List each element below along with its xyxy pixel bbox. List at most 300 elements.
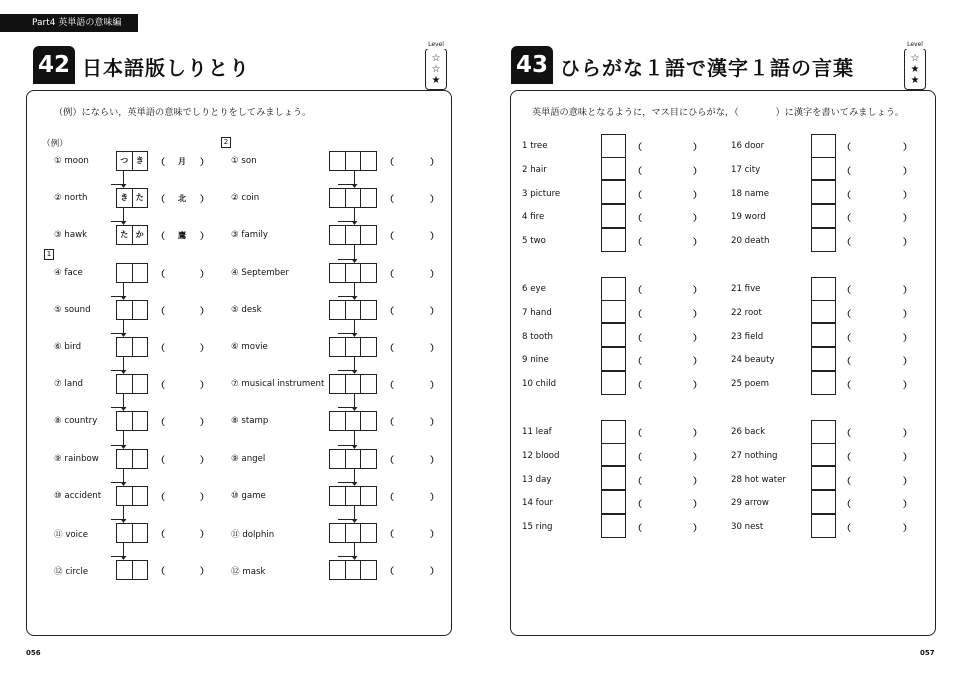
- chain-connector-arrow: [111, 171, 124, 185]
- paren-close: ）: [693, 238, 703, 249]
- paren-close: ）: [903, 452, 913, 463]
- hiragana-answer-cell[interactable]: [811, 347, 836, 371]
- level-label: Level: [422, 41, 450, 49]
- answer-cell[interactable]: [346, 412, 362, 430]
- paren-close: ）: [430, 306, 440, 317]
- paren-open: （: [156, 567, 166, 578]
- paren-open: （: [385, 195, 395, 206]
- paren-close: ）: [430, 492, 440, 503]
- word-label: ⑦ musical instrument: [231, 379, 325, 390]
- paren-open: （: [385, 306, 395, 317]
- hiragana-answer-cell[interactable]: [601, 466, 626, 490]
- answer-boxes[interactable]: [116, 263, 148, 283]
- paren-close: ）: [430, 195, 440, 206]
- word-label: 17 city: [731, 164, 761, 175]
- chain-connector-arrow: [338, 320, 355, 334]
- chain-connector-arrow: [338, 394, 355, 408]
- word-label: ⑥ movie: [231, 342, 268, 352]
- paren-close: ）: [693, 500, 703, 511]
- paren-close: ）: [430, 530, 440, 540]
- answer-boxes[interactable]: [329, 523, 377, 543]
- paren-open: （: [156, 195, 166, 206]
- answer-boxes[interactable]: [116, 225, 148, 245]
- answer-cell[interactable]: [117, 412, 133, 430]
- chain-connector-arrow: [111, 283, 124, 297]
- paren-close: ）: [903, 286, 913, 296]
- answer-cell[interactable]: [330, 264, 346, 282]
- level-star-icon: ☆: [431, 64, 441, 75]
- answer-cell[interactable]: [346, 561, 362, 579]
- paren-close: ）: [200, 344, 210, 354]
- paren-open: （: [842, 357, 852, 368]
- answer-cell[interactable]: [330, 152, 346, 170]
- right-title: ひらがな１語で漢字１語の言葉: [560, 56, 854, 80]
- chain-connector-arrow: [338, 469, 355, 483]
- word-label: ⑧ stamp: [231, 416, 269, 427]
- hiragana-answer-cell[interactable]: [811, 228, 836, 252]
- answer-cell[interactable]: [361, 375, 376, 393]
- word-label: ② north: [54, 193, 88, 204]
- hiragana-answer-cell[interactable]: [811, 277, 836, 301]
- answer-cell[interactable]: [117, 338, 133, 356]
- kanji-answer[interactable]: 鷹: [178, 231, 186, 241]
- answer-cell[interactable]: [346, 264, 362, 282]
- answer-cell[interactable]: [133, 561, 148, 579]
- hiragana-answer-cell[interactable]: [601, 323, 626, 347]
- word-label: 8 tooth: [522, 331, 553, 342]
- paren-close: ）: [693, 429, 703, 439]
- answer-cell[interactable]: [346, 226, 362, 244]
- word-label: ② coin: [231, 193, 260, 204]
- hiragana-answer-cell[interactable]: [601, 228, 626, 252]
- word-label: ① moon: [54, 156, 89, 166]
- paren-close: ）: [200, 381, 210, 392]
- left-panel: [26, 90, 452, 636]
- paren-open: （: [385, 232, 395, 243]
- answer-cell[interactable]: [133, 450, 148, 468]
- answer-cell[interactable]: [330, 189, 346, 207]
- paren-open: （: [156, 530, 166, 540]
- answer-boxes[interactable]: [116, 151, 148, 171]
- paren-open: （: [385, 269, 395, 280]
- paren-close: ）: [903, 381, 913, 392]
- answer-cell[interactable]: き: [117, 189, 133, 207]
- answer-boxes[interactable]: [329, 486, 377, 506]
- word-label: 5 two: [522, 236, 546, 247]
- paren-open: （: [633, 476, 643, 487]
- hiragana-answer-cell[interactable]: [601, 204, 626, 228]
- paren-open: （: [842, 500, 852, 511]
- word-label: 18 name: [731, 188, 770, 199]
- word-label: 1 tree: [522, 141, 548, 151]
- paren-open: （: [842, 476, 852, 487]
- paren-close: ）: [903, 476, 913, 487]
- paren-open: （: [633, 190, 643, 201]
- word-label: 10 child: [522, 379, 557, 390]
- left-title: 日本語版しりとり: [82, 56, 250, 80]
- word-label: ⑤ desk: [231, 304, 262, 315]
- paren-close: ）: [430, 455, 440, 466]
- hiragana-answer-cell[interactable]: [601, 443, 626, 467]
- answer-cell[interactable]: か: [135, 230, 144, 240]
- hiragana-answer-cell[interactable]: [811, 490, 836, 514]
- word-label: ⑩ game: [231, 490, 266, 501]
- chain-connector-arrow: [111, 469, 124, 483]
- answer-cell[interactable]: [361, 487, 376, 505]
- paren-open: （: [842, 429, 852, 439]
- chain-connector-arrow: [111, 506, 124, 520]
- answer-cell[interactable]: [361, 450, 376, 468]
- level-star-icon: ★: [431, 75, 441, 86]
- word-label: 21 five: [731, 284, 761, 294]
- paren-open: （: [842, 190, 852, 201]
- paren-close: ）: [430, 269, 440, 280]
- answer-cell[interactable]: [361, 152, 376, 170]
- left-number-badge: 42: [33, 46, 75, 84]
- paren-close: ）: [693, 309, 703, 320]
- answer-boxes[interactable]: [116, 523, 148, 543]
- hiragana-answer-cell[interactable]: [601, 371, 626, 395]
- paren-open: （: [156, 344, 166, 354]
- paren-open: （: [385, 492, 395, 503]
- chain-connector-arrow: [338, 543, 355, 557]
- answer-cell[interactable]: [117, 450, 133, 468]
- answer-boxes[interactable]: [329, 300, 377, 320]
- word-label: 16 door: [731, 141, 765, 151]
- paren-open: （: [156, 418, 166, 429]
- right-page-number: 057: [920, 649, 935, 657]
- answer-cell[interactable]: [361, 524, 376, 542]
- answer-cell[interactable]: [361, 301, 376, 319]
- word-label: 29 arrow: [731, 498, 769, 509]
- hiragana-answer-cell[interactable]: [601, 180, 626, 204]
- section-2-label: 2: [221, 137, 231, 148]
- right-panel: [510, 90, 936, 636]
- paren-close: ）: [430, 381, 440, 392]
- answer-cell[interactable]: [117, 524, 133, 542]
- paren-close: ）: [200, 158, 210, 168]
- level-stars: [426, 49, 446, 86]
- chain-connector-arrow: [111, 357, 124, 371]
- answer-cell[interactable]: [346, 450, 362, 468]
- paren-open: （: [633, 429, 643, 439]
- paren-close: ）: [430, 344, 440, 354]
- paren-close: ）: [200, 232, 210, 243]
- paren-open: （: [842, 333, 852, 344]
- word-label: 9 nine: [522, 355, 549, 366]
- example-label: （例）: [42, 139, 68, 149]
- word-label: ③ family: [231, 230, 268, 241]
- word-label: 12 blood: [522, 450, 560, 461]
- paren-close: ）: [693, 333, 703, 344]
- hiragana-answer-cell[interactable]: [811, 180, 836, 204]
- paren-close: ）: [200, 455, 210, 466]
- word-label: ⑨ angel: [231, 453, 266, 464]
- answer-cell[interactable]: [133, 487, 148, 505]
- hiragana-answer-cell[interactable]: [601, 277, 626, 301]
- answer-cell[interactable]: [346, 189, 362, 207]
- paren-close: ）: [200, 492, 210, 503]
- paren-open: （: [842, 143, 852, 153]
- kanji-answer[interactable]: 月: [178, 157, 186, 166]
- chain-connector-arrow: [111, 208, 124, 222]
- left-instruction: （例）にならい，英単語の意味でしりとりをしてみましょう。: [54, 107, 312, 118]
- word-label: ⑦ land: [54, 379, 83, 390]
- paren-open: （: [633, 452, 643, 463]
- answer-cell[interactable]: [361, 189, 376, 207]
- paren-open: （: [842, 452, 852, 463]
- paren-close: ）: [200, 530, 210, 540]
- paren-open: （: [633, 238, 643, 249]
- answer-cell[interactable]: [346, 301, 362, 319]
- hiragana-answer-cell[interactable]: [811, 443, 836, 467]
- answer-boxes[interactable]: [116, 188, 148, 208]
- word-label: ⑨ rainbow: [54, 453, 99, 464]
- hiragana-answer-cell[interactable]: [811, 204, 836, 228]
- paren-close: ）: [430, 232, 440, 243]
- word-label: ③ hawk: [54, 230, 88, 241]
- word-label: ⑫ mask: [231, 567, 266, 578]
- answer-boxes[interactable]: [116, 449, 148, 469]
- answer-cell[interactable]: [133, 264, 148, 282]
- paren-close: ）: [903, 166, 913, 177]
- paren-open: （: [633, 333, 643, 344]
- answer-cell[interactable]: [330, 301, 346, 319]
- answer-boxes[interactable]: [116, 374, 148, 394]
- word-label: ⑪ voice: [54, 530, 89, 540]
- hiragana-answer-cell[interactable]: [811, 420, 836, 444]
- word-label: 15 ring: [522, 522, 553, 533]
- kanji-answer[interactable]: 北: [178, 194, 186, 204]
- word-label: ⑪ dolphin: [231, 530, 275, 540]
- word-label: 7 hand: [522, 307, 552, 318]
- paren-open: （: [842, 381, 852, 392]
- paren-open: （: [385, 567, 395, 578]
- right-instruction: 英単語の意味となるように，マス目にひらがな，（ ）に漢字を書いてみましょう。: [532, 107, 905, 118]
- answer-boxes[interactable]: [116, 560, 148, 580]
- word-label: 4 fire: [522, 212, 545, 223]
- answer-cell[interactable]: た: [135, 193, 144, 203]
- answer-cell[interactable]: [117, 561, 133, 579]
- hiragana-answer-cell[interactable]: [601, 514, 626, 538]
- answer-boxes[interactable]: [116, 486, 148, 506]
- paren-open: （: [156, 306, 166, 317]
- paren-open: （: [156, 232, 166, 243]
- hiragana-answer-cell[interactable]: [601, 347, 626, 371]
- paren-open: （: [633, 381, 643, 392]
- word-label: ⑧ country: [54, 416, 98, 427]
- word-label: ⑩ accident: [54, 490, 102, 501]
- answer-cell[interactable]: [117, 487, 133, 505]
- answer-boxes[interactable]: [329, 225, 377, 245]
- answer-boxes[interactable]: [116, 337, 148, 357]
- answer-cell[interactable]: [133, 301, 148, 319]
- paren-close: ）: [693, 166, 703, 177]
- hiragana-answer-cell[interactable]: [811, 371, 836, 395]
- paren-close: ）: [903, 238, 913, 249]
- answer-boxes[interactable]: [329, 411, 377, 431]
- hiragana-answer-cell[interactable]: [601, 420, 626, 444]
- answer-cell[interactable]: [346, 524, 362, 542]
- paren-close: ）: [693, 190, 703, 201]
- right-level-badge: [904, 41, 926, 90]
- answer-boxes[interactable]: [116, 411, 148, 431]
- word-label: 19 word: [731, 212, 766, 223]
- paren-close: ）: [200, 306, 210, 317]
- answer-cell[interactable]: [133, 338, 148, 356]
- chain-connector-arrow: [338, 283, 355, 297]
- paren-open: （: [156, 158, 166, 168]
- paren-close: ）: [903, 333, 913, 344]
- paren-close: ）: [903, 357, 913, 368]
- paren-close: ）: [693, 143, 703, 153]
- answer-boxes[interactable]: [329, 374, 377, 394]
- answer-cell[interactable]: [133, 412, 148, 430]
- paren-open: （: [385, 381, 395, 392]
- word-label: ⑫ circle: [54, 567, 89, 578]
- answer-cell[interactable]: [346, 338, 362, 356]
- paren-open: （: [842, 309, 852, 320]
- paren-open: （: [842, 214, 852, 225]
- paren-open: （: [156, 455, 166, 466]
- part-tab: Part4 英単語の意味編: [0, 14, 138, 32]
- answer-boxes[interactable]: [329, 151, 377, 171]
- hiragana-answer-cell[interactable]: [811, 134, 836, 158]
- word-label: 13 day: [522, 474, 552, 485]
- answer-boxes[interactable]: [329, 449, 377, 469]
- level-star-icon: ★: [910, 64, 920, 75]
- answer-cell[interactable]: [117, 264, 133, 282]
- answer-boxes[interactable]: [329, 560, 377, 580]
- answer-cell[interactable]: た: [117, 226, 133, 244]
- paren-open: （: [633, 524, 643, 535]
- paren-open: （: [842, 286, 852, 296]
- chain-connector-arrow: [111, 543, 124, 557]
- answer-cell[interactable]: [330, 412, 346, 430]
- word-label: ⑤ sound: [54, 304, 91, 315]
- answer-cell[interactable]: [361, 338, 376, 356]
- hiragana-answer-cell[interactable]: [811, 157, 836, 181]
- hiragana-answer-cell[interactable]: [601, 157, 626, 181]
- paren-close: ）: [693, 357, 703, 368]
- hiragana-answer-cell[interactable]: [811, 300, 836, 324]
- paren-open: （: [633, 500, 643, 511]
- answer-cell[interactable]: つ: [117, 152, 133, 170]
- chain-connector-arrow: [338, 357, 355, 371]
- answer-cell[interactable]: [330, 524, 346, 542]
- paren-close: ）: [200, 269, 210, 280]
- level-stars: [905, 49, 925, 86]
- hiragana-answer-cell[interactable]: [811, 323, 836, 347]
- answer-cell[interactable]: [117, 375, 133, 393]
- paren-open: （: [633, 309, 643, 320]
- hiragana-answer-cell[interactable]: [601, 490, 626, 514]
- level-label: Level: [901, 41, 929, 49]
- chain-connector-arrow: [111, 431, 124, 445]
- paren-open: （: [633, 166, 643, 177]
- paren-open: （: [156, 492, 166, 503]
- hiragana-answer-cell[interactable]: [601, 300, 626, 324]
- paren-open: （: [385, 418, 395, 429]
- word-label: 22 root: [731, 307, 762, 318]
- chain-connector-arrow: [111, 320, 124, 334]
- paren-close: ）: [903, 429, 913, 439]
- answer-cell[interactable]: [330, 450, 346, 468]
- answer-boxes[interactable]: [329, 337, 377, 357]
- answer-cell[interactable]: [361, 561, 376, 579]
- word-label: 6 eye: [522, 284, 546, 294]
- answer-cell[interactable]: [361, 264, 376, 282]
- hiragana-answer-cell[interactable]: [601, 134, 626, 158]
- paren-close: ）: [903, 309, 913, 320]
- paren-close: ）: [200, 418, 210, 429]
- word-label: 20 death: [731, 236, 770, 247]
- chain-connector-arrow: [338, 245, 355, 259]
- paren-close: ）: [693, 524, 703, 535]
- chain-connector-arrow: [338, 171, 355, 185]
- word-label: 14 four: [522, 498, 553, 509]
- hiragana-answer-cell[interactable]: [811, 466, 836, 490]
- answer-cell[interactable]: [346, 375, 362, 393]
- answer-cell[interactable]: [330, 226, 346, 244]
- answer-cell[interactable]: き: [135, 156, 144, 165]
- answer-boxes[interactable]: [329, 188, 377, 208]
- paren-close: ）: [200, 195, 210, 206]
- answer-cell[interactable]: [346, 487, 362, 505]
- paren-open: （: [385, 158, 395, 168]
- chain-connector-arrow: [338, 431, 355, 445]
- word-label: 24 beauty: [731, 355, 775, 366]
- paren-close: ）: [693, 476, 703, 487]
- paren-open: （: [385, 344, 395, 354]
- word-label: ④ September: [231, 267, 289, 278]
- answer-cell[interactable]: [330, 338, 346, 356]
- right-number-badge: 43: [511, 46, 553, 84]
- answer-cell[interactable]: [346, 152, 362, 170]
- answer-cell[interactable]: [133, 524, 148, 542]
- answer-boxes[interactable]: [329, 263, 377, 283]
- answer-cell[interactable]: [330, 375, 346, 393]
- level-star-icon: ☆: [431, 53, 441, 64]
- word-label: 30 nest: [731, 522, 764, 533]
- paren-open: （: [633, 214, 643, 225]
- paren-close: ）: [430, 567, 440, 578]
- paren-open: （: [633, 143, 643, 153]
- answer-cell[interactable]: [133, 375, 148, 393]
- chain-connector-arrow: [111, 394, 124, 408]
- answer-cell[interactable]: [330, 561, 346, 579]
- paren-open: （: [633, 357, 643, 368]
- chain-connector-arrow: [338, 208, 355, 222]
- paren-open: （: [842, 238, 852, 249]
- paren-close: ）: [903, 524, 913, 535]
- paren-close: ）: [693, 381, 703, 392]
- paren-open: （: [842, 166, 852, 177]
- word-label: 25 poem: [731, 379, 770, 390]
- answer-cell[interactable]: [361, 412, 376, 430]
- answer-boxes[interactable]: [116, 300, 148, 320]
- answer-cell[interactable]: [330, 487, 346, 505]
- left-level-badge: [425, 41, 447, 90]
- answer-cell[interactable]: [117, 301, 133, 319]
- hiragana-answer-cell[interactable]: [811, 514, 836, 538]
- paren-close: ）: [903, 143, 913, 153]
- word-label: 27 nothing: [731, 450, 778, 461]
- answer-cell[interactable]: [361, 226, 376, 244]
- word-label: 3 picture: [522, 188, 561, 199]
- paren-open: （: [385, 455, 395, 466]
- paren-open: （: [633, 286, 643, 296]
